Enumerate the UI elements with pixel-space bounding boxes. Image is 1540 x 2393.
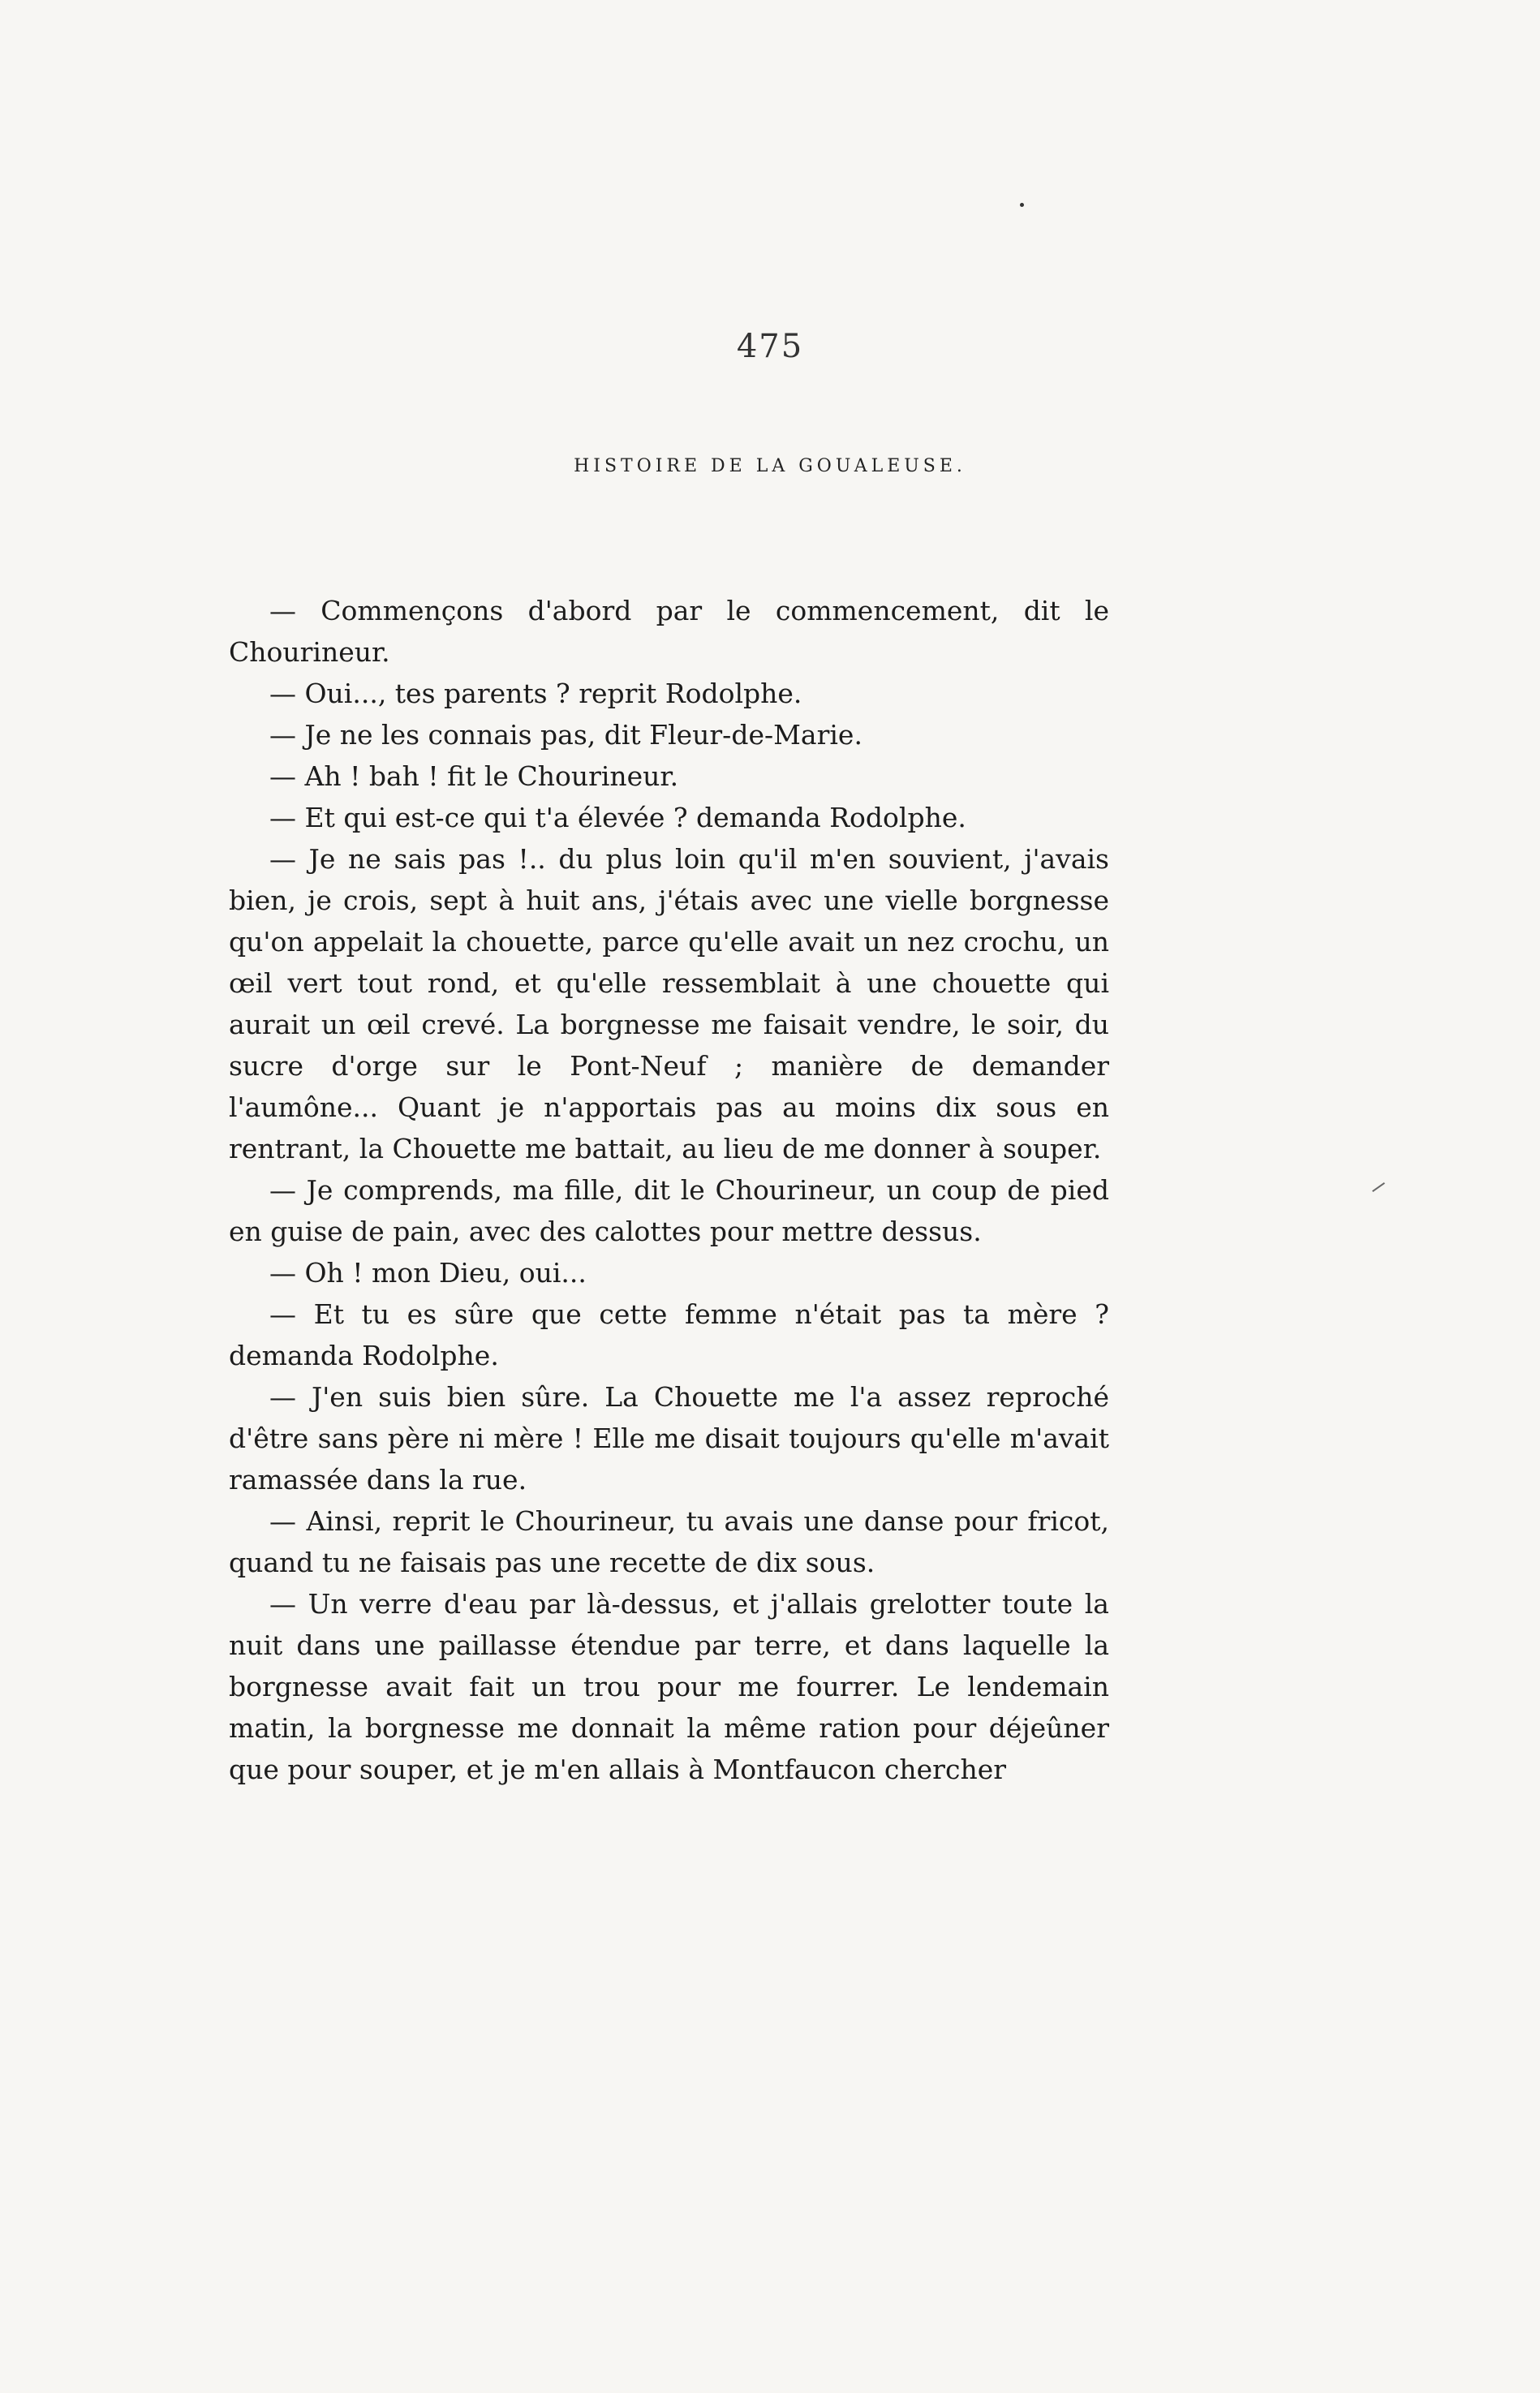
paragraph: — Et tu es sûre que cette femme n'était pas ta mère ? demanda Rodolphe.: [229, 1298, 1109, 1371]
ink-speck: [1020, 203, 1024, 207]
paragraph: — Je comprends, ma fille, dit le Chourineur, un coup de pied en guise de pain, avec des calottes pour mettre dessus.: [229, 1174, 1109, 1247]
paragraph: — Et qui est-ce qui t'a élevée ? demanda Rodolphe.: [269, 802, 966, 833]
page-number: 475: [736, 328, 804, 365]
paragraph: — Ah ! bah ! fit le Chourineur.: [269, 760, 679, 792]
paragraph: — Commençons d'abord par le commencement, dit le Chourineur.: [229, 595, 1109, 668]
paragraph: — Oui..., tes parents ? reprit Rodolphe.: [269, 678, 802, 709]
paragraph: — Ainsi, reprit le Chourineur, tu avais une danse pour fricot, quand tu ne faisais pas une recette de dix sous.: [229, 1505, 1109, 1578]
paragraph: — J'en suis bien sûre. La Chouette me l'a assez reproché d'être sans père ni mère ! Elle me disait toujours qu'elle m'avait ramassée dans la rue.: [229, 1381, 1109, 1496]
margin-mark: [1372, 1182, 1385, 1192]
paragraph: — Je ne les connais pas, dit Fleur-de-Marie.: [269, 719, 862, 751]
paragraph: — Oh ! mon Dieu, oui...: [269, 1257, 587, 1289]
paragraph: — Je ne sais pas !.. du plus loin qu'il m'en souvient, j'avais bien, je crois, sept à huit ans, j'étais avec une vielle borgnesse qu'on appelait la chouette, parce qu'elle avait un nez crochu, un œil vert tout rond, et qu'elle ressemblait à une chouette qui aurait un œil crevé. La borgnesse me faisait vendre, le soir, du sucre d'orge sur le Pont-Neuf ; manière de demander l'aumône... Quant je n'apportais pas au moins dix sous en rentrant, la Chouette me battait, au lieu de me donner à souper.: [229, 843, 1109, 1164]
paragraph: — Un verre d'eau par là-dessus, et j'allais grelotter toute la nuit dans une paillasse étendue par terre, et dans laquelle la borgnesse avait fait un trou pour me fourrer. Le lendemain matin, la borgnesse me donnait la même ration pour déjeûner que pour souper, et je m'en allais à Montfaucon chercher: [229, 1588, 1109, 1785]
body-text: [229, 590, 1109, 1790]
running-head: HISTOIRE DE LA GOUALEUSE.: [574, 456, 966, 476]
